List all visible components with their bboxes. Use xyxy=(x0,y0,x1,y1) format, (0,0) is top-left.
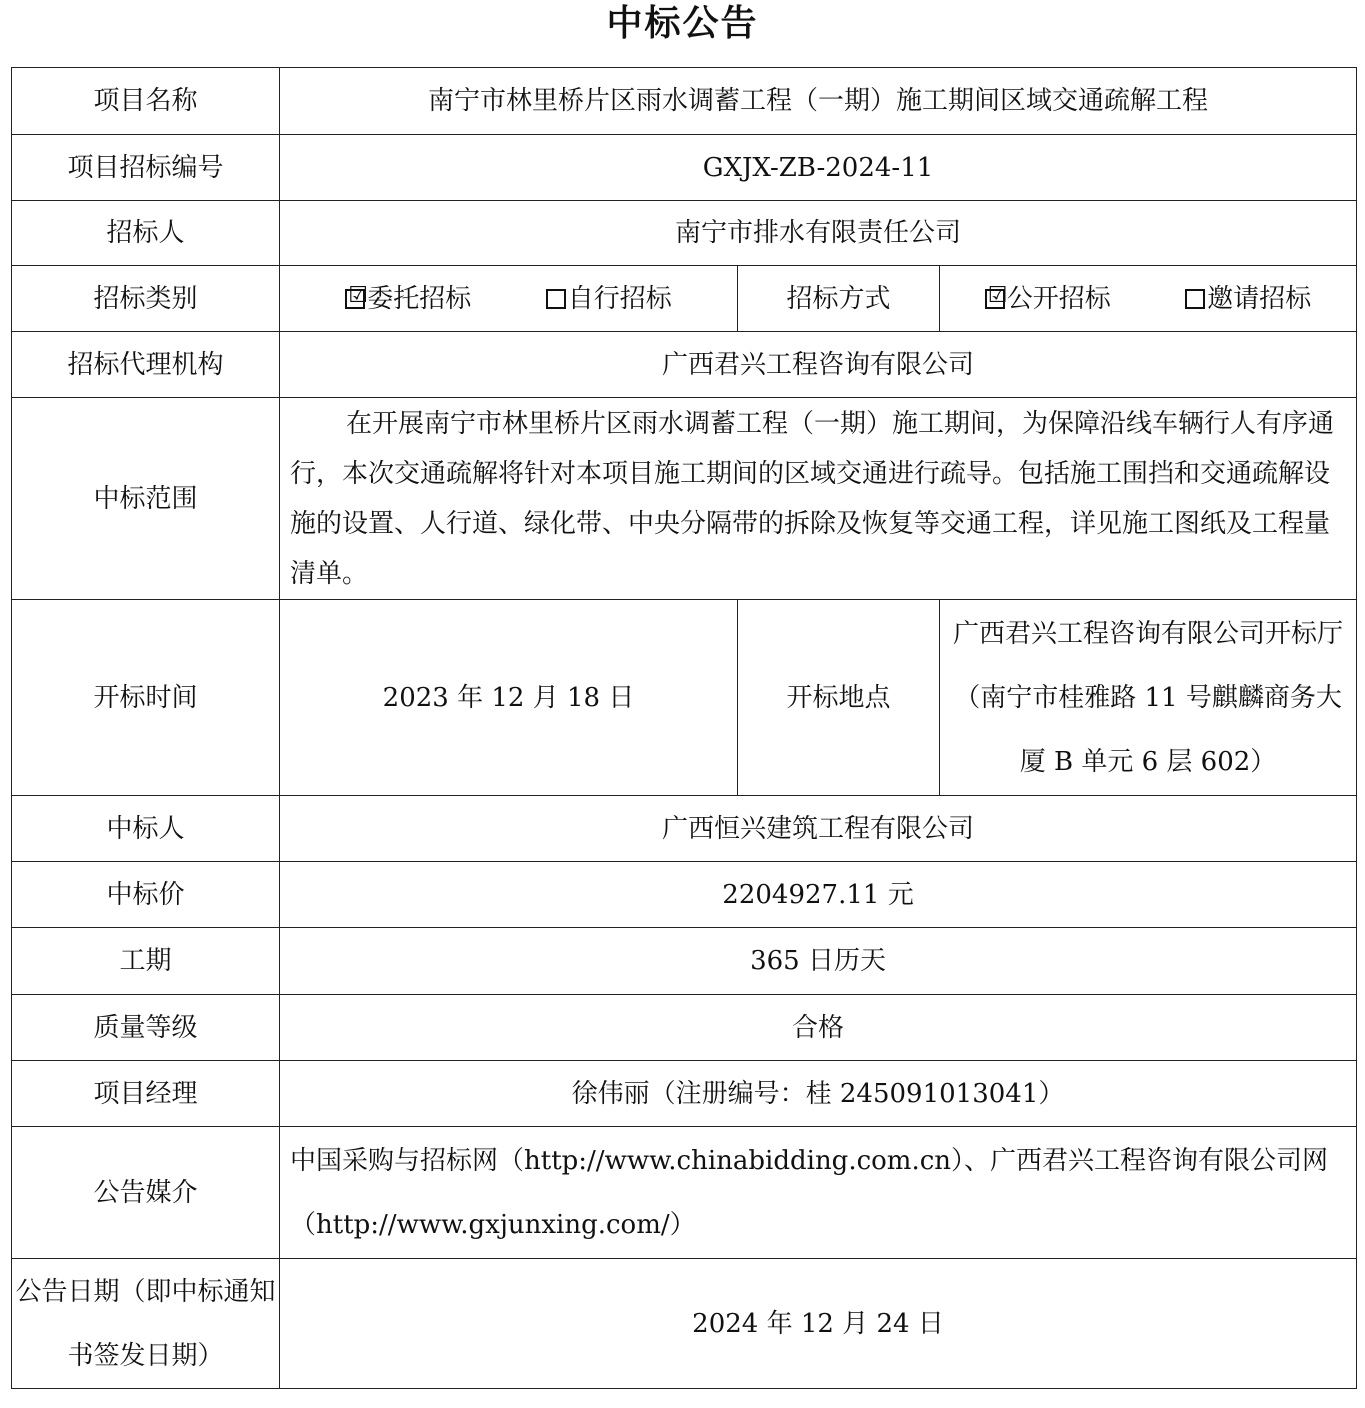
option-self: 自行招标 xyxy=(546,267,672,331)
category-options xyxy=(280,266,738,332)
table-row xyxy=(12,332,1357,398)
notice-date-value: 2024 年 12 月 24 日 xyxy=(280,1259,1357,1389)
option-open: ☑ 公开招标 xyxy=(985,267,1111,331)
checkbox-empty-icon xyxy=(546,289,566,309)
tender-no-label: 项目招标编号 xyxy=(12,135,280,201)
checkbox-empty-icon xyxy=(1185,289,1205,309)
table-row xyxy=(12,68,1357,135)
winner-value: 广西恒兴建筑工程有限公司 xyxy=(280,796,1357,862)
agency-value: 广西君兴工程咨询有限公司 xyxy=(280,332,1357,398)
page-title: 中标公告 xyxy=(606,3,759,44)
opening-time-value: 2023 年 12 月 18 日 xyxy=(280,600,738,796)
media-label: 公告媒介 xyxy=(12,1127,280,1259)
quality-value: 合格 xyxy=(280,995,1357,1061)
opening-place-value: 广西君兴工程咨询有限公司开标厅（南宁市桂雅路 11 号麒麟商务大厦 B 单元 6 层 602） xyxy=(940,600,1357,796)
table-row xyxy=(12,266,1357,332)
scope-label: 中标范围 xyxy=(12,398,280,600)
agency-label: 招标代理机构 xyxy=(12,332,280,398)
table-row xyxy=(12,1259,1357,1389)
manager-label: 项目经理 xyxy=(12,1061,280,1127)
duration-label: 工期 xyxy=(12,928,280,995)
duration-value: 365 日历天 xyxy=(280,928,1357,995)
table-row xyxy=(12,1127,1357,1259)
tenderer-label: 招标人 xyxy=(12,201,280,266)
checkbox-checked-icon: ☑ xyxy=(345,289,365,309)
table-row xyxy=(12,600,1357,796)
scope-value: 在开展南宁市林里桥片区雨水调蓄工程（一期）施工期间，为保障沿线车辆行人有序通行，本次交通疏解将针对本项目施工期间的区域交通进行疏导。包括施工围挡和交通疏解设施的设置、人行道、绿化带、中央分隔带的拆除及恢复等交通工程，详见施工图纸及工程量清单。 xyxy=(280,398,1357,600)
price-label: 中标价 xyxy=(12,862,280,928)
method-label: 招标方式 xyxy=(738,266,940,332)
option-entrusted: ☑ 委托招标 xyxy=(345,267,471,331)
table-row xyxy=(12,135,1357,201)
notice-table xyxy=(11,67,1357,1389)
opening-time-label: 开标时间 xyxy=(12,600,280,796)
project-name-value: 南宁市林里桥片区雨水调蓄工程（一期）施工期间区域交通疏解工程 xyxy=(280,68,1357,135)
notice-date-label: 公告日期（即中标通知书签发日期） xyxy=(12,1259,280,1389)
table-row xyxy=(12,398,1357,600)
project-name-label: 项目名称 xyxy=(12,68,280,135)
media-value: 中国采购与招标网（http://www.chinabidding.com.cn）、广西君兴工程咨询有限公司网（http://www.gxjunxing.com/） xyxy=(280,1127,1357,1259)
tenderer-value: 南宁市排水有限责任公司 xyxy=(280,201,1357,266)
table-row xyxy=(12,995,1357,1061)
quality-label: 质量等级 xyxy=(12,995,280,1061)
winner-label: 中标人 xyxy=(12,796,280,862)
option-invited: 邀请招标 xyxy=(1185,267,1311,331)
price-value: 2204927.11 元 xyxy=(280,862,1357,928)
opening-place-label: 开标地点 xyxy=(738,600,940,796)
table-row xyxy=(12,796,1357,862)
tender-no-value: GXJX-ZB-2024-11 xyxy=(280,135,1357,201)
category-label: 招标类别 xyxy=(12,266,280,332)
table-row xyxy=(12,928,1357,995)
table-row xyxy=(12,201,1357,266)
checkbox-checked-icon: ☑ xyxy=(985,289,1005,309)
method-options xyxy=(940,266,1357,332)
manager-value: 徐伟丽（注册编号：桂 245091013041） xyxy=(280,1061,1357,1127)
table-row xyxy=(12,1061,1357,1127)
table-row xyxy=(12,862,1357,928)
